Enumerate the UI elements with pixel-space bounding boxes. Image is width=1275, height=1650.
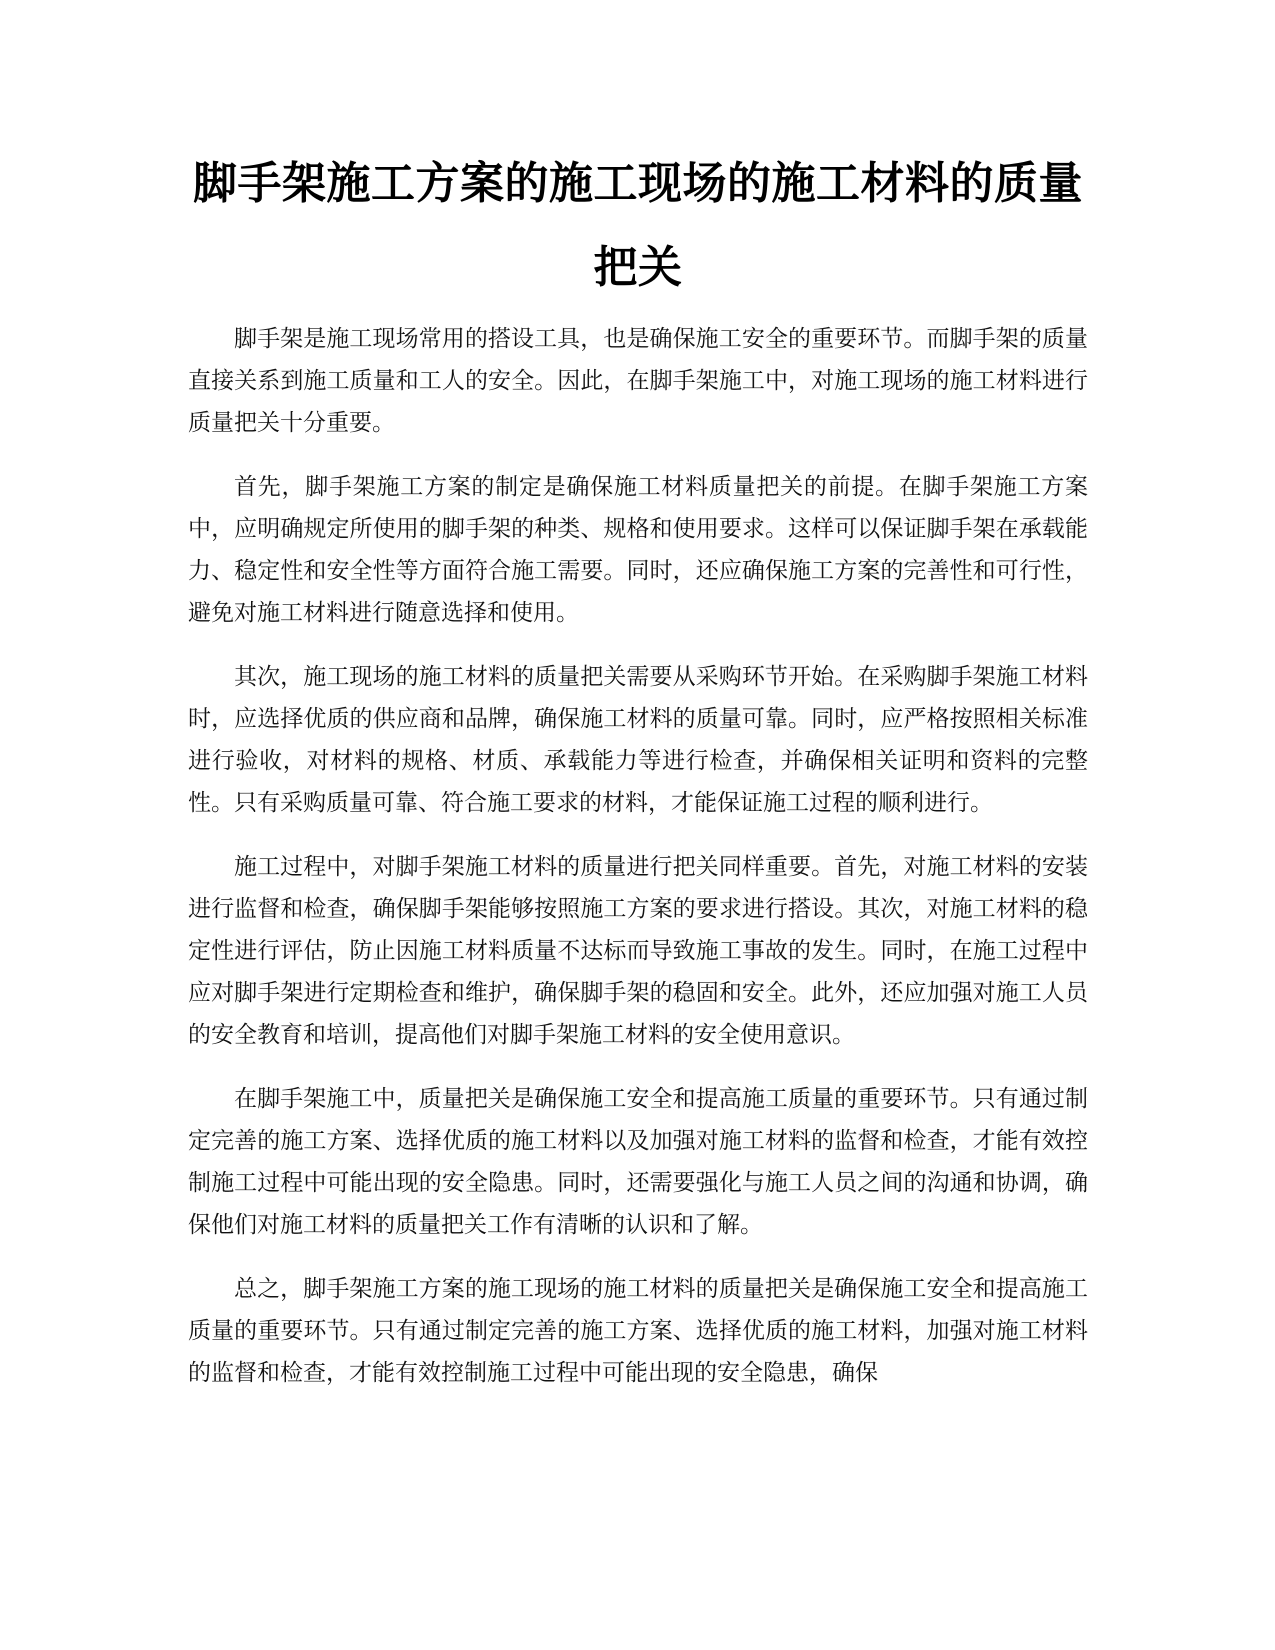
paragraph-4: 施工过程中，对脚手架施工材料的质量进行把关同样重要。首先，对施工材料的安装进行监督和检查，确保脚手架能够按照施工方案的要求进行搭设。其次，对施工材料的稳定性进行评估，防止因施工材料质量不达标而导致施工事故的发生。同时，在施工过程中应对脚手架进行定期检查和维护，确保脚手架的稳固和安全。此外，还应加强对施工人员的安全教育和培训，提高他们对脚手架施工材料的安全使用意识。 [188, 854, 1088, 1048]
paragraph-3: 其次，施工现场的施工材料的质量把关需要从采购环节开始。在采购脚手架施工材料时，应选择优质的供应商和品牌，确保施工材料的质量可靠。同时，应严格按照相关标准进行验收，对材料的规格、材质、承载能力等进行检查，并确保相关证明和资料的完整性。只有采购质量可靠、符合施工要求的材料，才能保证施工过程的顺利进行。 [188, 664, 1088, 816]
paragraph-6: 总之，脚手架施工方案的施工现场的施工材料的质量把关是确保施工安全和提高施工质量的重要环节。只有通过制定完善的施工方案、选择优质的施工材料，加强对施工材料的监督和检查，才能有效控制施工过程中可能出现的安全隐患，确保 [188, 1276, 1088, 1386]
document-body [188, 318, 1088, 1416]
document-title: 脚手架施工方案的施工现场的施工材料的质量把关 [193, 158, 1083, 293]
paragraph-5: 在脚手架施工中，质量把关是确保施工安全和提高施工质量的重要环节。只有通过制定完善的施工方案、选择优质的施工材料以及加强对施工材料的监督和检查，才能有效控制施工过程中可能出现的安全隐患。同时，还需要强化与施工人员之间的沟通和协调，确保他们对施工材料的质量把关工作有清晰的认识和了解。 [188, 1086, 1088, 1238]
paragraph-1: 脚手架是施工现场常用的搭设工具，也是确保施工安全的重要环节。而脚手架的质量直接关系到施工质量和工人的安全。因此，在脚手架施工中，对施工现场的施工材料进行质量把关十分重要。 [188, 326, 1088, 436]
paragraph-2: 首先，脚手架施工方案的制定是确保施工材料质量把关的前提。在脚手架施工方案中，应明确规定所使用的脚手架的种类、规格和使用要求。这样可以保证脚手架在承载能力、稳定性和安全性等方面符合施工需要。同时，还应确保施工方案的完善性和可行性，避免对施工材料进行随意选择和使用。 [188, 474, 1088, 626]
